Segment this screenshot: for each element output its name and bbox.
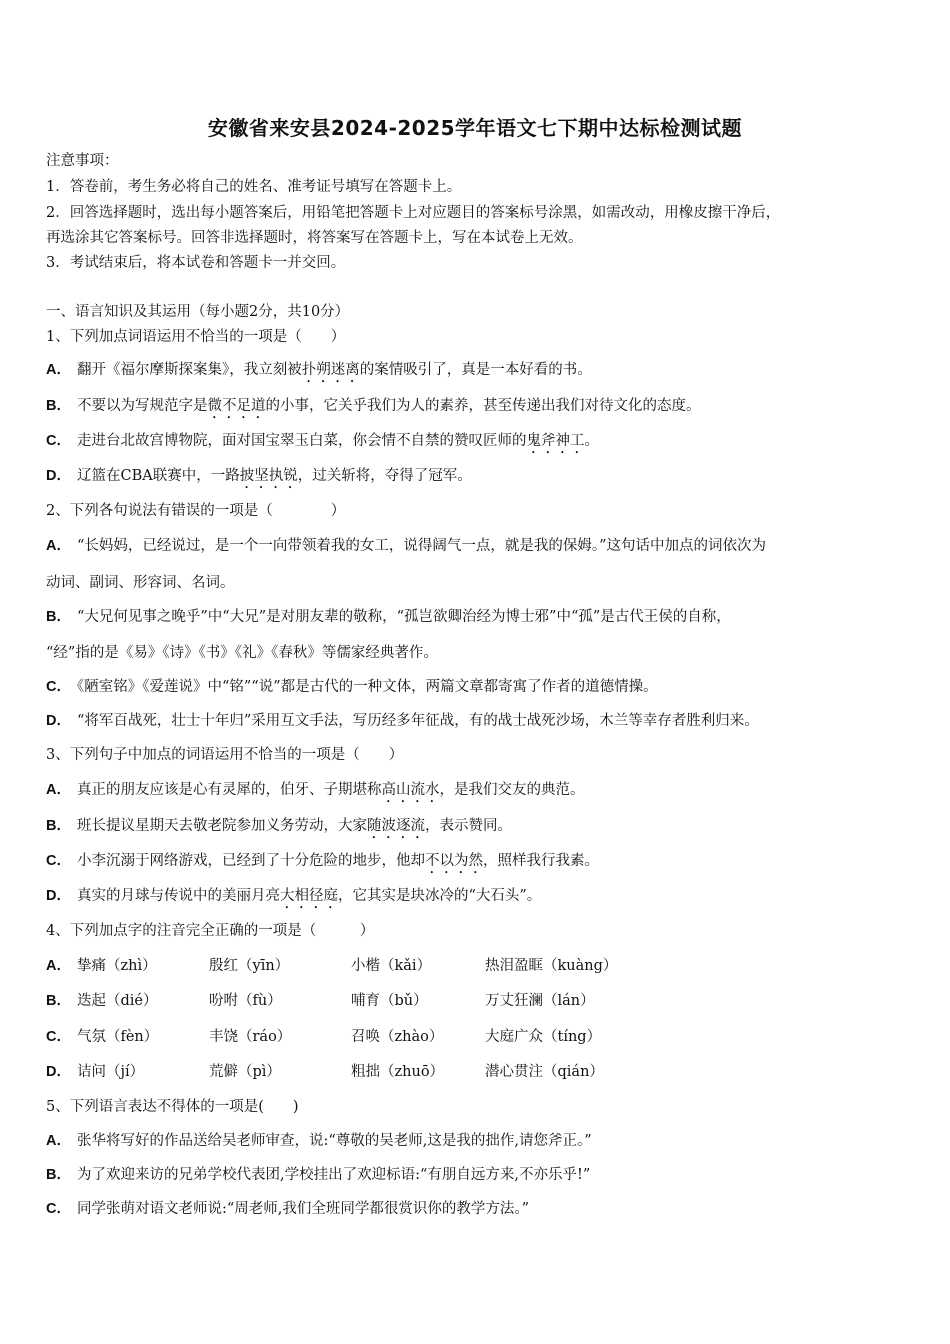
option-text-pre: 不要以为写规范字是 (76, 398, 208, 414)
pinyin-item: 迭起（dié） (76, 993, 158, 1009)
q4-cell (46, 1062, 144, 1082)
pinyin-item: 大庭广众（tíng） (485, 1029, 602, 1045)
option-letter: C． (46, 1029, 71, 1045)
option-letter: A． (46, 362, 71, 378)
option-text-pre: 真正的朋友应该是心有灵犀的，伯牙、子期堪称 (76, 782, 382, 798)
pinyin-item: 万丈狂澜（lán） (485, 993, 595, 1009)
q1-option-d (46, 466, 906, 492)
q2-option-d (46, 711, 906, 731)
dotted-word: 鬼斧神工 (526, 433, 585, 449)
notice-item-3: 3．考试结束后，将本试卷和答题卡一并交回。 (46, 255, 346, 271)
option-letter: D． (46, 1064, 71, 1080)
option-letter: C． (46, 679, 71, 695)
q1-option-a (46, 360, 906, 386)
q2-option-b-cont: “经”指的是《易》《诗》《书》《礼》《春秋》等儒家经典著作。 (46, 645, 438, 661)
q4-option-d (46, 1062, 906, 1082)
pinyin-item: 热泪盈眶（kuàng） (485, 958, 618, 974)
option-letter: A． (46, 1133, 71, 1149)
option-letter: A． (46, 958, 71, 974)
q4-cell (46, 1027, 158, 1047)
q4-option-c (46, 1027, 906, 1047)
option-text: 同学张萌对语文老师说:“周老师,我们全班同学都很赏识你的教学方法。” (76, 1201, 530, 1217)
q2-stem: 2、下列各句说法有错误的一项是（ ） (46, 503, 346, 519)
q1-option-c (46, 431, 906, 457)
notice-item-1: 1．答卷前，考生务必将自己的姓名、准考证号填写在答题卡上。 (46, 179, 462, 195)
option-text: “将军百战死，壮士十年归”采用互文手法，写历经多年征战，有的战士战死沙场，木兰等幸存者胜利归来。 (76, 713, 759, 729)
option-text-post: 的小事，它关乎我们为人的素养，甚至传递出我们对待文化的态度。 (265, 398, 701, 414)
option-text: 《陋室铭》《爱莲说》中“铭”“说”都是古代的一种文体，两篇文章都寄寓了作者的道德情操。 (76, 679, 658, 695)
option-text: “长妈妈，已经说过，是一个一向带领着我的女工，说得阔气一点，就是我的保姆。”这句话中加点的词依次为 (76, 538, 767, 554)
dotted-word: 随波逐流 (366, 818, 425, 834)
option-letter: D． (46, 713, 71, 729)
dotted-word: 披坚执锐 (239, 468, 298, 484)
pinyin-item: 挚痛（zhì） (76, 958, 157, 974)
pinyin-item: 哺育（bǔ） (351, 993, 428, 1009)
q3-option-b (46, 816, 906, 842)
option-text: 为了欢迎来访的兄弟学校代表团,学校挂出了欢迎标语:“有朋自远方来,不亦乐乎!” (76, 1167, 591, 1183)
q3-option-c (46, 851, 906, 877)
dotted-word: 大相径庭 (279, 888, 338, 904)
option-text-post: ，是我们交友的典范。 (439, 782, 585, 798)
pinyin-item: 吩咐（fù） (209, 993, 282, 1009)
option-letter: C． (46, 853, 71, 869)
q2-option-c (46, 677, 906, 697)
section-heading: 一、语言知识及其运用（每小题2分，共10分） (46, 304, 350, 320)
option-text-pre: 小李沉溺于网络游戏，已经到了十分危险的地步，他却 (76, 853, 425, 869)
option-letter: A． (46, 538, 71, 554)
q1-option-b (46, 396, 906, 422)
dotted-word: 扑朔迷离 (301, 362, 360, 378)
option-letter: B． (46, 609, 71, 625)
option-text-post: 的案情吸引了，真是一本好看的书。 (359, 362, 592, 378)
option-text-pre: 班长提议星期天去敬老院参加义务劳动，大家 (76, 818, 367, 834)
option-text-post: ，照样我行我素。 (482, 853, 599, 869)
pinyin-item: 潜心贯注（qián） (485, 1064, 604, 1080)
pinyin-item: 小楷（kǎi） (351, 958, 432, 974)
notice-item-2-cont: 再选涂其它答案标号。回答非选择题时，将答案写在答题卡上，写在本试卷上无效。 (46, 230, 583, 246)
notice-item-2: 2．回答选择题时，选出每小题答案后，用铅笔把答题卡上对应题目的答案标号涂黑，如需改动，用橡皮擦干净后， (46, 205, 781, 221)
option-text-post: 。 (584, 433, 599, 449)
pinyin-item: 荒僻（pì） (209, 1064, 281, 1080)
q5-option-c (46, 1199, 906, 1219)
q1-stem: 1、下列加点词语运用不恰当的一项是（ ） (46, 329, 346, 345)
option-letter: A． (46, 782, 71, 798)
option-text-pre: 辽篮在CBA联赛中，一路 (76, 468, 240, 484)
q3-stem: 3、下列句子中加点的词语运用不恰当的一项是（ ） (46, 747, 404, 763)
option-letter: C． (46, 1201, 71, 1217)
pinyin-item: 诘问（jí） (76, 1064, 145, 1080)
option-text-pre: 真实的月球与传说中的美丽月亮 (76, 888, 280, 904)
pinyin-item: 气氛（fèn） (76, 1029, 159, 1045)
option-text-pre: 走进台北故宫博物院，面对国宝翠玉白菜，你会情不自禁的赞叹匠师的 (76, 433, 527, 449)
q4-option-a (46, 956, 906, 976)
q4-cell (46, 991, 158, 1011)
q4-cell (46, 956, 157, 976)
option-letter: D． (46, 888, 71, 904)
q2-option-b (46, 607, 906, 627)
option-text-post: ，它其实是块冰冷的“大石头”。 (337, 888, 542, 904)
exam-title: 安徽省来安县2024-2025学年语文七下期中达标检测试题 (207, 116, 743, 140)
dotted-word: 不以为然 (424, 853, 483, 869)
option-letter: B． (46, 818, 71, 834)
q5-stem: 5、下列语言表达不得体的一项是( ) (46, 1099, 299, 1115)
option-letter: B． (46, 1167, 71, 1183)
q4-option-b (46, 991, 906, 1011)
q3-option-a (46, 780, 906, 806)
pinyin-item: 粗拙（zhuō） (351, 1064, 445, 1080)
q5-option-b (46, 1165, 906, 1185)
option-text: 张华将写好的作品送给吴老师审查，说:“尊敬的吴老师,这是我的拙作,请您斧正。” (76, 1133, 592, 1149)
pinyin-item: 丰饶（ráo） (209, 1029, 292, 1045)
option-letter: C． (46, 433, 71, 449)
option-text: “大兄何见事之晚乎”中“大兄”是对朋友辈的敬称，“孤岂欲卿治经为博士邪”中“孤”是古代王侯的自称， (76, 609, 731, 625)
dotted-word: 微不足道 (207, 398, 266, 414)
option-text-post: ，表示赞同。 (424, 818, 512, 834)
notice-heading: 注意事项： (46, 153, 119, 169)
pinyin-item: 召唤（zhào） (351, 1029, 444, 1045)
dotted-word: 高山流水 (381, 782, 440, 798)
option-letter: B． (46, 398, 71, 414)
option-text-pre: 翻开《福尔摩斯探案集》，我立刻被 (76, 362, 302, 378)
option-letter: B． (46, 993, 71, 1009)
q3-option-d (46, 886, 906, 912)
option-text-post: ，过关斩将，夺得了冠军。 (297, 468, 472, 484)
option-letter: D． (46, 468, 71, 484)
q2-option-a (46, 536, 906, 556)
pinyin-item: 殷红（yīn） (209, 958, 290, 974)
q2-option-a-cont: 动词、副词、形容词、名词。 (46, 575, 235, 591)
q4-stem: 4、下列加点字的注音完全正确的一项是（ ） (46, 923, 375, 939)
q5-option-a (46, 1131, 906, 1151)
